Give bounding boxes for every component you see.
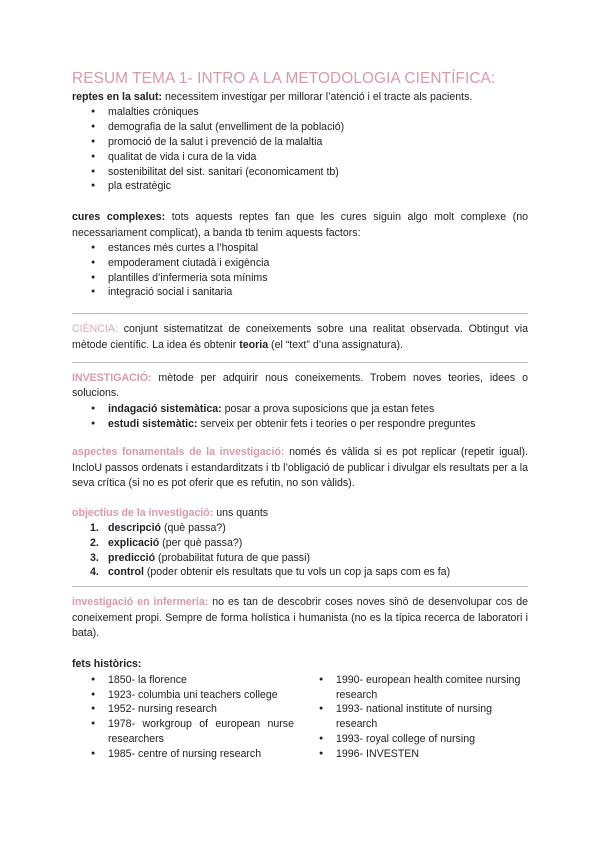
investigacio-text: mètode per adquirir nous coneixements. Trobem noves teories, idees o solucions. xyxy=(72,372,528,400)
reptes-paragraph xyxy=(72,90,528,105)
item-text: (probabilitat futura de que passi) xyxy=(155,551,310,564)
list-item: ● 1952- nursing research xyxy=(72,702,300,717)
reptes-text: necessitem investigar per millorar l’atenció i el tracte als pacients. xyxy=(162,91,473,103)
objectius-list xyxy=(72,521,528,580)
item-text: (què passa?) xyxy=(161,522,226,535)
fets-columns xyxy=(72,673,528,762)
fets-list-right xyxy=(300,673,528,762)
divider xyxy=(72,586,528,587)
item-number: 3. xyxy=(90,551,99,564)
divider xyxy=(72,362,528,363)
item-bold: indagació sistemàtica: xyxy=(108,402,222,415)
list-item: ● 1923- columbia uni teachers college xyxy=(72,688,300,703)
objectius-text: uns quants xyxy=(213,506,269,519)
investigacio-label: INVESTIGACIÓ: xyxy=(72,372,152,384)
list-item: ● 1993- royal college of nursing xyxy=(300,732,528,747)
list-item: ● 1985- centre of nursing research xyxy=(72,747,300,762)
aspectes-paragraph xyxy=(72,445,528,491)
item-text: (poder obtenir els resultats que tu vols un cop ja saps com es fa) xyxy=(143,566,451,579)
list-item xyxy=(72,521,528,536)
ciencia-label: CIÈNCIA: xyxy=(72,323,118,336)
list-item xyxy=(72,417,528,432)
investigacio-paragraph xyxy=(72,371,528,402)
objectius-paragraph xyxy=(72,506,528,521)
page-title: RESUM TEMA 1- INTRO A LA METODOLOGIA CIENTÍFICA: xyxy=(72,70,496,87)
item-bold: control xyxy=(108,566,144,579)
item-text: serveix per obtenir fets i teories o per respondre preguntes xyxy=(197,417,476,430)
item-bold: predicció xyxy=(108,551,156,564)
list-item: ● 1993- national institute of nursing research xyxy=(300,702,528,732)
list-item: ● 1990- european health comitee nursing research xyxy=(300,673,528,703)
item-bold: estudi sistemàtic: xyxy=(108,417,198,430)
item-number: 4. xyxy=(90,566,99,579)
fets-label: fets històrics: xyxy=(72,658,142,671)
reptes-list xyxy=(72,105,528,194)
infermeria-label: investigació en infermeria: xyxy=(72,596,209,609)
objectius-label: objectius de la investigació: xyxy=(72,506,214,519)
fets-list-left xyxy=(72,673,300,762)
cures-list xyxy=(72,241,528,300)
list-item: ● malalties cròniques xyxy=(72,105,528,120)
ciencia-text-2: (el “text” d’una assignatura). xyxy=(268,338,403,351)
list-item: ● empoderament ciutadà i exigència xyxy=(72,256,528,271)
list-item: ● 1978- workgroup of european nurse researchers xyxy=(72,717,300,747)
reptes-label: reptes en la salut: xyxy=(72,91,163,103)
infermeria-paragraph xyxy=(72,595,528,641)
list-item: ● demografia de la salut (envelliment de la població) xyxy=(72,120,528,135)
item-text: (per què passa?) xyxy=(159,536,243,549)
aspectes-label: aspectes fonamentals de la investigació: xyxy=(72,446,285,459)
infermeria-text: no es tan de descobrir coses noves sinó de desenvolupar cos de coneixement propi. Sempre de forma holística i humanista (no es la típica recerca de laboratori i bata). xyxy=(72,596,529,640)
investigacio-list xyxy=(72,402,528,432)
list-item: ● estances més curtes a l’hospital xyxy=(72,241,528,256)
item-text: posar a prova suposicions que ja estan fetes xyxy=(221,402,435,415)
list-item xyxy=(72,551,528,566)
fets-heading xyxy=(72,657,528,672)
cures-paragraph xyxy=(72,210,528,241)
list-item xyxy=(72,402,528,417)
item-bold: descripció xyxy=(108,522,161,535)
list-item xyxy=(72,565,528,580)
document-page xyxy=(72,70,528,762)
list-item: ● integració social i sanitaria xyxy=(72,285,528,300)
aspectes-text: només és vàlida si es pot replicar (repetir igual). IncloU passos ordenats i estandarditzats i tb l’obligació de publicar i divulgar els resultats per a la seva crítica (si no es pot oferir que es refutin, no son vàlids). xyxy=(72,446,528,490)
cures-text: tots aquests reptes fan que les cures siguin algo molt complexe (no necessariament complicat), a banda tb tenim aquests factors: xyxy=(72,211,528,239)
list-item: ● plantilles d’infermeria sota mínims xyxy=(72,271,528,286)
ciencia-bold: teoria xyxy=(239,338,269,351)
list-item: ● 1850- la florence xyxy=(72,673,300,688)
list-item: ● sostenibilitat del sist. sanitari (economicament tb) xyxy=(72,165,528,180)
list-item: ● promoció de la salut i prevenció de la malaltia xyxy=(72,135,528,150)
cures-label: cures complexes: xyxy=(72,211,166,224)
item-number: 2. xyxy=(90,536,99,549)
divider xyxy=(72,313,528,314)
list-item: ● qualitat de vida i cura de la vida xyxy=(72,150,528,165)
item-number: 1. xyxy=(90,522,99,535)
ciencia-paragraph xyxy=(72,322,528,353)
list-item: ● 1996- INVESTEN xyxy=(300,747,528,762)
list-item xyxy=(72,536,528,551)
list-item: ● pla estratègic xyxy=(72,179,528,194)
ciencia-text-1: conjunt sistematitzat de coneixements sobre una realitat observada. Obtingut via mètode científic. La idea és obtenir xyxy=(72,323,528,351)
item-bold: explicació xyxy=(108,536,160,549)
